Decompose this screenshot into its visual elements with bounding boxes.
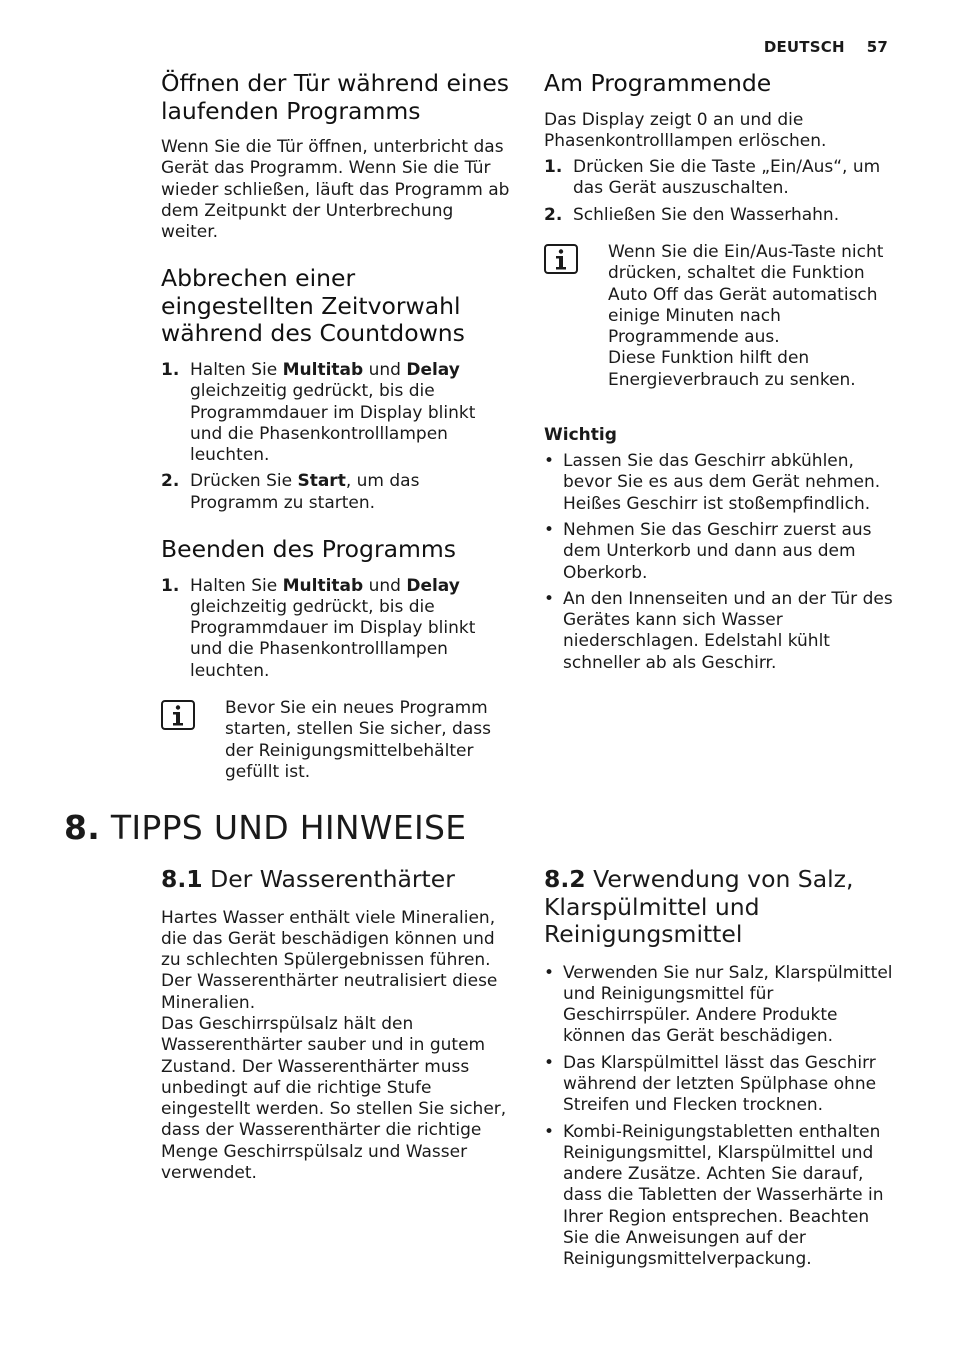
subsection-number: 8.1	[161, 865, 203, 893]
subsection-number: 8.2	[544, 865, 586, 893]
step-text: gleichzeitig gedrückt, bis die Programmdauer im Display blinkt und die Phasenkontrolllampen leuchten.	[190, 596, 476, 681]
note-text: Wenn Sie die Ein/Aus-Taste nicht drücken, schaltet die Funktion Auto Off das Gerät automatisch einige Minuten nach Programmende aus.	[608, 241, 884, 348]
info-note	[544, 242, 894, 391]
subsection-title-text: Der Wasserenthärter	[210, 865, 455, 893]
section-title: Öffnen der Tür während eines laufenden Programms	[161, 69, 510, 125]
list-item: • Lassen Sie das Geschirr abkühlen, bevor Sie es aus dem Gerät nehmen. Heißes Geschirr ist stoßempfindlich.	[544, 451, 894, 515]
note-text: Bevor Sie ein neues Programm starten, stellen Sie sicher, dass der Reinigungsmittelbehälter gefüllt ist.	[225, 698, 491, 782]
key-name: Multitab	[282, 359, 364, 380]
step-number: 1.	[161, 575, 180, 596]
paragraph: Hartes Wasser enthält viele Mineralien, die das Gerät beschädigen können und zu schlechten Spülergebnissen führen. Der Wasserenthärter neutralisiert diese Mineralien.	[161, 907, 498, 1013]
important-box	[544, 425, 894, 674]
important-label: Wichtig	[544, 425, 617, 446]
step-text: Halten Sie	[190, 359, 283, 380]
subsection-title	[161, 866, 511, 894]
step-number: 2.	[544, 204, 563, 225]
list-item: • Verwenden Sie nur Salz, Klarspülmittel und Reinigungsmittel für Geschirrspüler. Andere Produkte können das Gerät beschädigen.	[544, 963, 894, 1048]
section-cancel-delay	[161, 265, 511, 514]
chapter-title-text: TIPPS UND HINWEISE	[110, 808, 467, 847]
section-body: Wenn Sie die Tür öffnen, unterbricht das Gerät das Programm. Wenn Sie die Tür wieder schließen, läuft das Programm ab dem Zeitpunkt der Unterbrechung weiter.	[161, 137, 510, 243]
section-end-program	[161, 536, 511, 783]
section-intro: Das Display zeigt 0 an und die Phasenkontrolllampen erlöschen.	[544, 109, 827, 151]
key-name: Multitab	[282, 575, 364, 596]
paragraph: Das Geschirrspülsalz hält den Wasserenthärter sauber und in gutem Zustand. Der Wasserenthärter muss unbedingt auf die richtige Stufe eingestellt werden. So stellen Sie sicher, dass der Wasserenthärter die richtige Menge Geschirrspülsalz und Wasser verwendet.	[161, 1013, 507, 1184]
key-name: Delay	[406, 575, 460, 596]
step-text: Drücken Sie die Taste „Ein/Aus“, um das Gerät auszuschalten.	[573, 157, 881, 199]
list-item	[161, 360, 511, 466]
section-water-softener	[161, 866, 511, 1184]
chapter-number: 8.	[64, 808, 101, 847]
key-name: Start	[297, 471, 346, 492]
right-column	[544, 70, 894, 679]
step-list	[161, 576, 511, 682]
subsection-title	[544, 866, 894, 949]
page-number: 57	[866, 38, 888, 56]
step-list	[161, 360, 511, 514]
list-item	[544, 205, 894, 226]
step-number: 1.	[544, 157, 563, 178]
section-title: Abbrechen einer eingestellten Zeitvorwahl während des Countdowns	[161, 264, 465, 348]
key-name: Delay	[406, 359, 460, 380]
step-text: , um das Programm zu starten.	[190, 471, 420, 513]
step-list	[544, 157, 894, 226]
header-section-label: DEUTSCH	[763, 38, 845, 56]
list-item	[161, 471, 511, 514]
section-title: Am Programmende	[544, 69, 772, 97]
info-icon	[161, 700, 195, 730]
step-text: und	[363, 575, 407, 596]
note-text: Diese Funktion hilft den Energieverbrauch zu senken.	[608, 348, 856, 390]
page-header	[764, 38, 888, 56]
step-text: gleichzeitig gedrückt, bis die Programmdauer im Display blinkt und die Phasenkontrolllampen leuchten.	[190, 381, 476, 466]
section-title: Beenden des Programms	[161, 535, 457, 564]
left-column	[161, 70, 511, 805]
chapter-title	[64, 808, 466, 847]
info-note	[161, 698, 511, 783]
step-number: 1.	[161, 359, 180, 380]
step-text: Halten Sie	[190, 575, 283, 596]
list-item: • Nehmen Sie das Geschirr zuerst aus dem Unterkorb und dann aus dem Oberkorb.	[544, 520, 894, 584]
section-salt-rinse-detergent	[544, 866, 894, 1276]
bullet-list	[544, 451, 894, 674]
step-text: Drücken Sie	[190, 471, 298, 492]
subsection-title-text: Verwendung von Salz, Klarspülmittel und Reinigungsmittel	[544, 865, 854, 948]
section-program-end	[544, 70, 894, 391]
step-text: und	[363, 359, 407, 380]
section-door-open	[161, 70, 511, 243]
list-item: • Kombi-Reinigungstabletten enthalten Reinigungsmittel, Klarspülmittel und andere Zusätze. Achten Sie darauf, dass die Tabletten der Wasserhärte in Ihrer Region entsprechen. Beachten Sie die Anweisungen auf der Reinigungsmittelverpackung.	[544, 1122, 894, 1271]
list-item: • Das Klarspülmittel lässt das Geschirr während der letzten Spülphase ohne Streifen und Flecken trocknen.	[544, 1053, 894, 1117]
step-text: Schließen Sie den Wasserhahn.	[573, 204, 840, 225]
list-item	[161, 576, 511, 682]
step-number: 2.	[161, 471, 180, 492]
bullet-list	[544, 963, 894, 1271]
info-icon	[544, 244, 578, 274]
list-item: • An den Innenseiten und an der Tür des Gerätes kann sich Wasser niederschlagen. Edelstahl kühlt schneller ab als Geschirr.	[544, 589, 894, 674]
list-item	[544, 157, 894, 200]
